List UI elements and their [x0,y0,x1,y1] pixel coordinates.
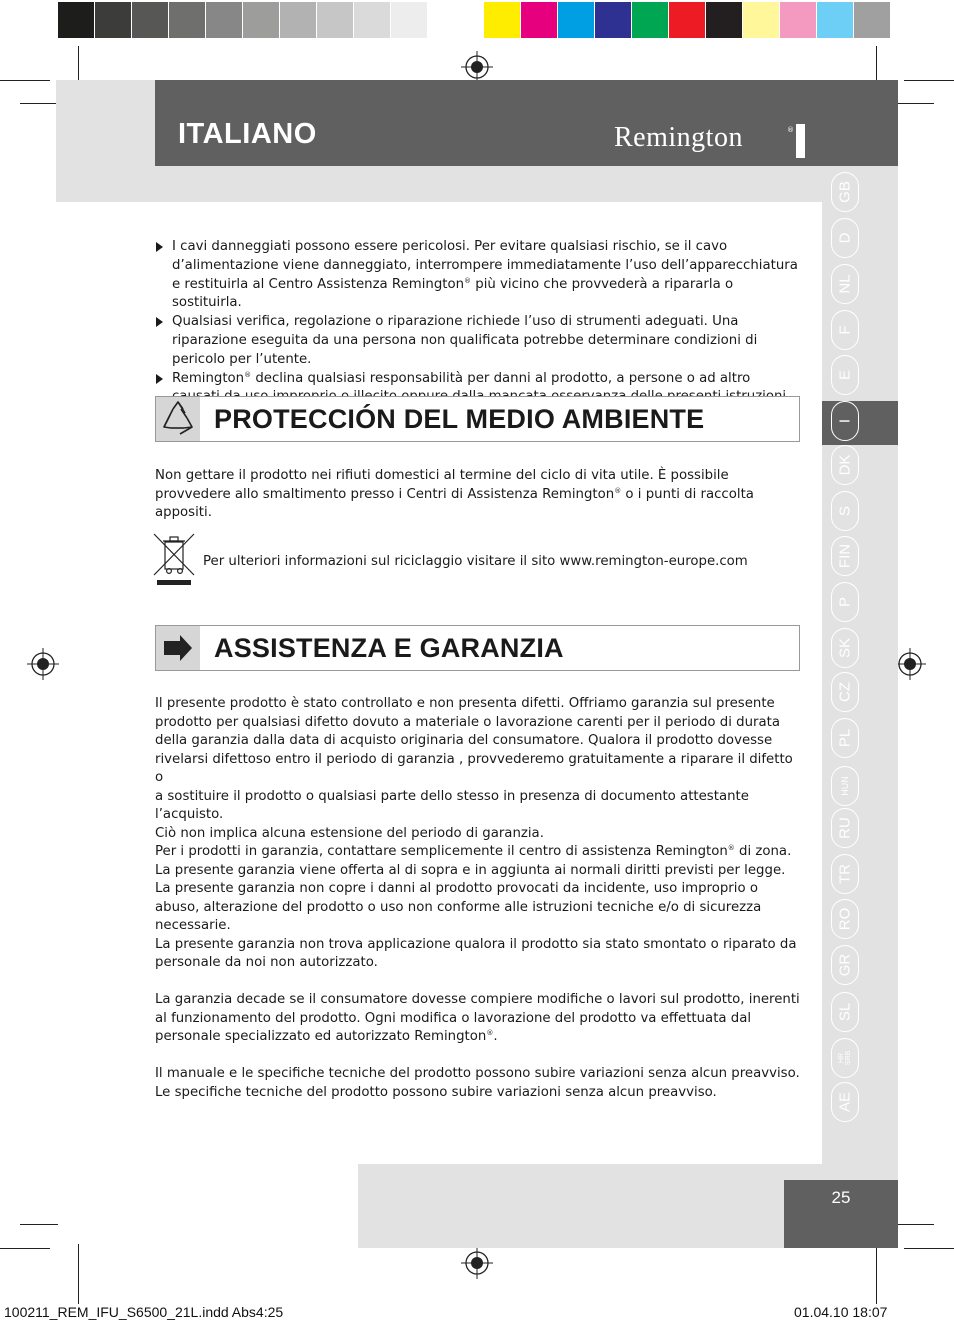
language-tab-ro[interactable]: RO [831,899,859,939]
crop-mark [904,1248,954,1249]
warranty-text: Il presente prodotto è stato controllato e non presenta difetti. Offriamo garanzia sul presente prodotto per qualsiasi difetto dovuto a materiale o lavorazione carenti per il periodo di durata della garanzia dalla data di acquisto originaria del consumatore. Qualora il prodotto dovesse rivelarsi difettoso entro il periodo di garanzia , provvederemo gratuitamente a riparare il difetto o a sostituire il prodotto o qualsiasi parte dello stesso in presenza di documento attestante l’acquisto. Ciò non implica alcuna estensione del periodo di garanzia. Per i prodotti in garanzia, contattare semplicemente il centro di assistenza Remington® di zona. La presente garanzia viene offerta al di sopra e in aggiunta ai normali diritti previsti per legge. La presente garanzia non copre i danni al prodotto provocati da incidente, uso improprio o abuso, alterazione del prodotto o uso non conforme alle istruzioni tecniche e/o di sicurezza necessarie. La presente garanzia non trova applicazione qualora il prodotto sia stato smontato o riparato da personale da noi non autorizzato. La garanzia decade se il consumatore dovesse compiere modifiche o lavori sul prodotto, inerenti al funzionamento del prodotto. Ogni modifica o lavorazione del prodotto va effettuata dal personale specializzato ed autorizzato Remington®. Il manuale e le specifiche tecniche del prodotto possono subire variazioni senza alcun preavviso. Le specifiche tecniche del prodotto possono subire variazioni senza alcun preavviso. [155,696,800,1100]
crop-mark [896,103,934,104]
list-item: Remington® declina qualsiasi responsabilità per danni al prodotto, a persone o ad altro [155,370,800,408]
language-tab-nl[interactable]: NL [831,264,859,304]
language-tab-fin[interactable]: FIN [831,536,859,576]
registration-mark-icon [461,1247,493,1279]
page-number-box [784,1180,898,1248]
language-tab-tr[interactable]: TR [831,854,859,894]
page-title: ITALIANO [178,118,317,150]
language-tab-ae[interactable]: AE [831,1082,859,1122]
language-tab-hun[interactable]: HUN [831,766,859,806]
crop-mark [0,1248,50,1249]
list-item: Qualsiasi verifica, regolazione o riparazione richiede l’uso di strumenti adeguati. Una riparazione eseguita da una persona non qualificata potrebbe determinare condizioni di pericolo per l’utente. [155,313,800,369]
color-swatch [317,2,353,38]
color-swatch [521,2,557,38]
language-tab-sl[interactable]: SL [831,992,859,1032]
section-header-environment [155,396,800,442]
color-swatch [243,2,279,38]
language-tab-d[interactable]: D [831,218,859,258]
color-swatch [743,2,779,38]
crop-mark [0,80,50,81]
recycle-note: Per ulteriori informazioni sul riciclaggio visitare il sito www.remington-europe.com [203,554,748,569]
color-swatch [169,2,205,38]
color-swatch [428,2,464,38]
language-tab-s[interactable]: S [831,491,859,531]
color-swatch [706,2,742,38]
brand-logo-bar [796,124,805,158]
color-swatch [854,2,890,38]
color-swatch [280,2,316,38]
brand-name: Remington [614,122,743,153]
recycle-icon [156,397,200,441]
safety-bullet-list [155,238,800,407]
language-tab-ru[interactable]: RU [831,808,859,848]
slug-filename: 100211_REM_IFU_S6500_21L.indd Abs4:25 [4,1304,284,1320]
crop-mark [904,80,954,81]
language-tab-p[interactable]: P [831,582,859,622]
color-swatch [595,2,631,38]
crop-mark [20,1224,58,1225]
color-swatch [132,2,168,38]
color-swatch [780,2,816,38]
language-tab-i[interactable]: I [831,401,859,441]
language-tab-dk[interactable]: DK [831,445,859,485]
color-swatch [817,2,853,38]
section-title: PROTECCIÓN DEL MEDIO AMBIENTE [214,404,705,434]
color-swatch [391,2,427,38]
color-swatch [484,2,520,38]
section-header-warranty [155,625,800,671]
crop-mark [20,103,58,104]
color-swatch [206,2,242,38]
color-swatch [95,2,131,38]
language-tab-f[interactable]: F [831,310,859,350]
crop-mark [896,1224,934,1225]
color-swatch [558,2,594,38]
color-swatch [354,2,390,38]
language-tab-gr[interactable]: GR [831,945,859,985]
crop-mark [78,1244,79,1304]
crop-mark [876,1244,877,1304]
list-item: I cavi danneggiati possono essere pericolosi. Per evitare qualsiasi rischio, se il cavo d’alimentazione viene danneggiato, interrompere immediatamente l’uso dell’apparecchiatura e restituirla al Centro Assistenza Remington® più vicino che provvederà a ripararla o sostituirla. [155,238,800,313]
page-number: 25 [831,1188,851,1207]
grayscale-color-bar [58,2,465,38]
registration-mark-icon [894,648,926,680]
language-tab-e[interactable]: E [831,355,859,395]
color-swatch [58,2,94,38]
language-tab-pl[interactable]: PL [831,718,859,758]
process-color-bar [484,2,891,38]
arrow-right-icon [156,626,200,670]
language-tab-cz[interactable]: CZ [831,672,859,712]
brand-registered-mark: ® [787,126,794,134]
crossed-bin-icon [152,531,196,587]
registration-mark-icon [461,51,493,83]
language-tab-hr-srb[interactable]: HR SRB [831,1038,859,1078]
color-swatch [669,2,705,38]
brand-logo [614,122,743,154]
environment-text: Non gettare il prodotto nei rifiuti domestici al termine del ciclo di vita utile. È possibile provvedere allo smaltimento presso i Centri di Assistenza Remington® o i punti di raccolta appositi. [155,468,754,521]
language-tab-sk[interactable]: SK [831,628,859,668]
language-tab-gb[interactable]: GB [831,172,859,212]
slug-date: 01.04.10 18:07 [794,1304,888,1320]
section-title: ASSISTENZA E GARANZIA [214,633,564,663]
color-swatch [632,2,668,38]
registration-mark-icon [27,648,59,680]
